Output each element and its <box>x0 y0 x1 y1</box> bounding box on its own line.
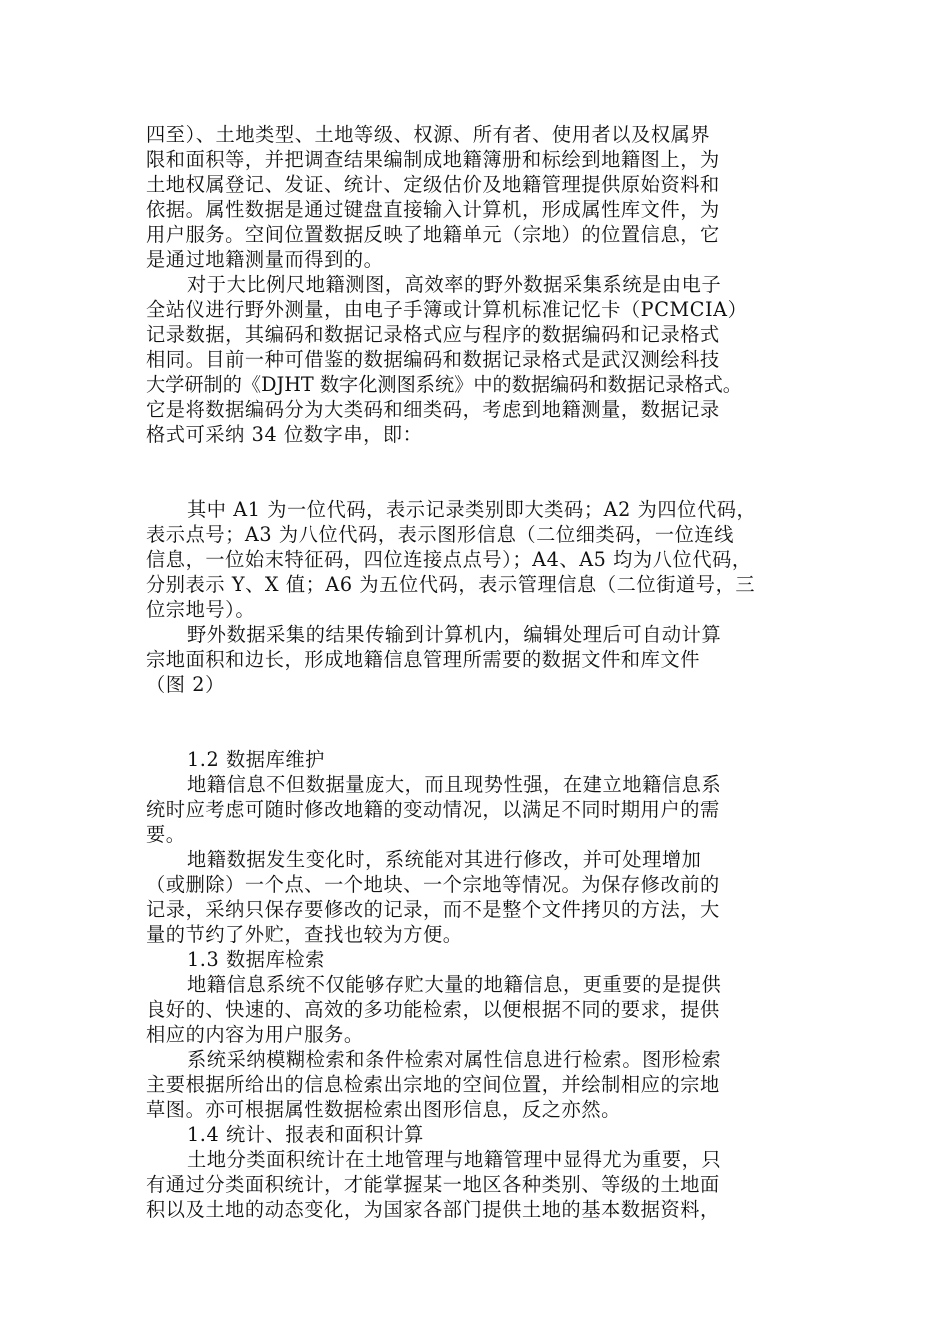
text-line: 格式可采纳 34 位数字串，即： <box>146 423 423 446</box>
text-line: 相同。目前一种可借鉴的数据编码和数据记录格式是武汉测绘科技 <box>146 348 720 371</box>
text-line: 良好的、快速的、高效的多功能检索，以便根据不同的要求，提供 <box>146 998 720 1021</box>
text-line: 地籍信息不但数据量庞大，而且现势性强，在建立地籍信息系 <box>187 773 722 796</box>
text-line: 野外数据采集的结果传输到计算机内，编辑处理后可自动计算 <box>187 623 722 646</box>
text-line: 依据。属性数据是通过键盘直接输入计算机，形成属性库文件，为 <box>146 198 720 221</box>
text-line: 量的节约了外贮，查找也较为方便。 <box>146 923 463 946</box>
text-line: 全站仪进行野外测量，由电子手簿或计算机标准记忆卡（PCMCIA） <box>146 298 748 321</box>
text-line: 记录数据，其编码和数据记录格式应与程序的数据编码和记录格式 <box>146 323 720 346</box>
text-line: 要。 <box>146 823 186 846</box>
section-heading: 1.2 数据库维护 <box>187 748 325 771</box>
text-line: 统时应考虑可随时修改地籍的变动情况，以满足不同时期用户的需 <box>146 798 720 821</box>
text-line: 用户服务。空间位置数据反映了地籍单元（宗地）的位置信息，它 <box>146 223 720 246</box>
text-line: 限和面积等，并把调查结果编制成地籍簿册和标绘到地籍图上，为 <box>146 148 720 171</box>
text-line: 地籍信息系统不仅能够存贮大量的地籍信息，更重要的是提供 <box>187 973 722 996</box>
text-line: 土地权属登记、发证、统计、定级估价及地籍管理提供原始资料和 <box>146 173 720 196</box>
text-line: 其中 A1 为一位代码，表示记录类别即大类码；A2 为四位代码， <box>187 498 757 521</box>
text-line: 主要根据所给出的信息检索出宗地的空间位置，并绘制相应的宗地 <box>146 1073 720 1096</box>
text-line: 土地分类面积统计在土地管理与地籍管理中显得尤为重要，只 <box>187 1148 722 1171</box>
text-line: 对于大比例尺地籍测图，高效率的野外数据采集系统是由电子 <box>187 273 722 296</box>
text-line: 相应的内容为用户服务。 <box>146 1023 364 1046</box>
text-line: （或删除）一个点、一个地块、一个宗地等情况。为保存修改前的 <box>146 873 720 896</box>
text-line: 地籍数据发生变化时，系统能对其进行修改，并可处理增加 <box>187 848 702 871</box>
text-line: 宗地面积和边长，形成地籍信息管理所需要的数据文件和库文件 <box>146 648 701 671</box>
text-line: 信息，一位始末特征码，四位连接点点号）；A4、A5 均为八位代码， <box>146 548 752 571</box>
text-line: 是通过地籍测量而得到的。 <box>146 248 384 271</box>
section-heading: 1.4 统计、报表和面积计算 <box>187 1123 424 1146</box>
text-line: （图 2） <box>146 673 225 696</box>
text-line: 有通过分类面积统计，才能掌握某一地区各种类别、等级的土地面 <box>146 1173 720 1196</box>
text-line: 位宗地号）。 <box>146 598 256 621</box>
text-line: 记录，采纳只保存要修改的记录，而不是整个文件拷贝的方法，大 <box>146 898 720 921</box>
text-line: 它是将数据编码分为大类码和细类码，考虑到地籍测量，数据记录 <box>146 398 720 421</box>
text-line: 系统采纳模糊检索和条件检索对属性信息进行检索。图形检索 <box>187 1048 722 1071</box>
text-line: 大学研制的《DJHT 数字化测图系统》中的数据编码和数据记录格式。 <box>146 373 742 396</box>
text-line: 分别表示 Y、X 值；A6 为五位代码，表示管理信息（二位街道号，三 <box>146 573 756 596</box>
text-line: 四至）、土地类型、土地等级、权源、所有者、使用者以及权属界 <box>146 123 711 146</box>
text-line: 草图。亦可根据属性数据检索出图形信息，反之亦然。 <box>146 1098 621 1121</box>
text-line: 表示点号；A3 为八位代码，表示图形信息（二位细类码，一位连线 <box>146 523 735 546</box>
section-heading: 1.3 数据库检索 <box>187 948 325 971</box>
text-line: 积以及土地的动态变化，为国家各部门提供土地的基本数据资料， <box>146 1198 720 1221</box>
